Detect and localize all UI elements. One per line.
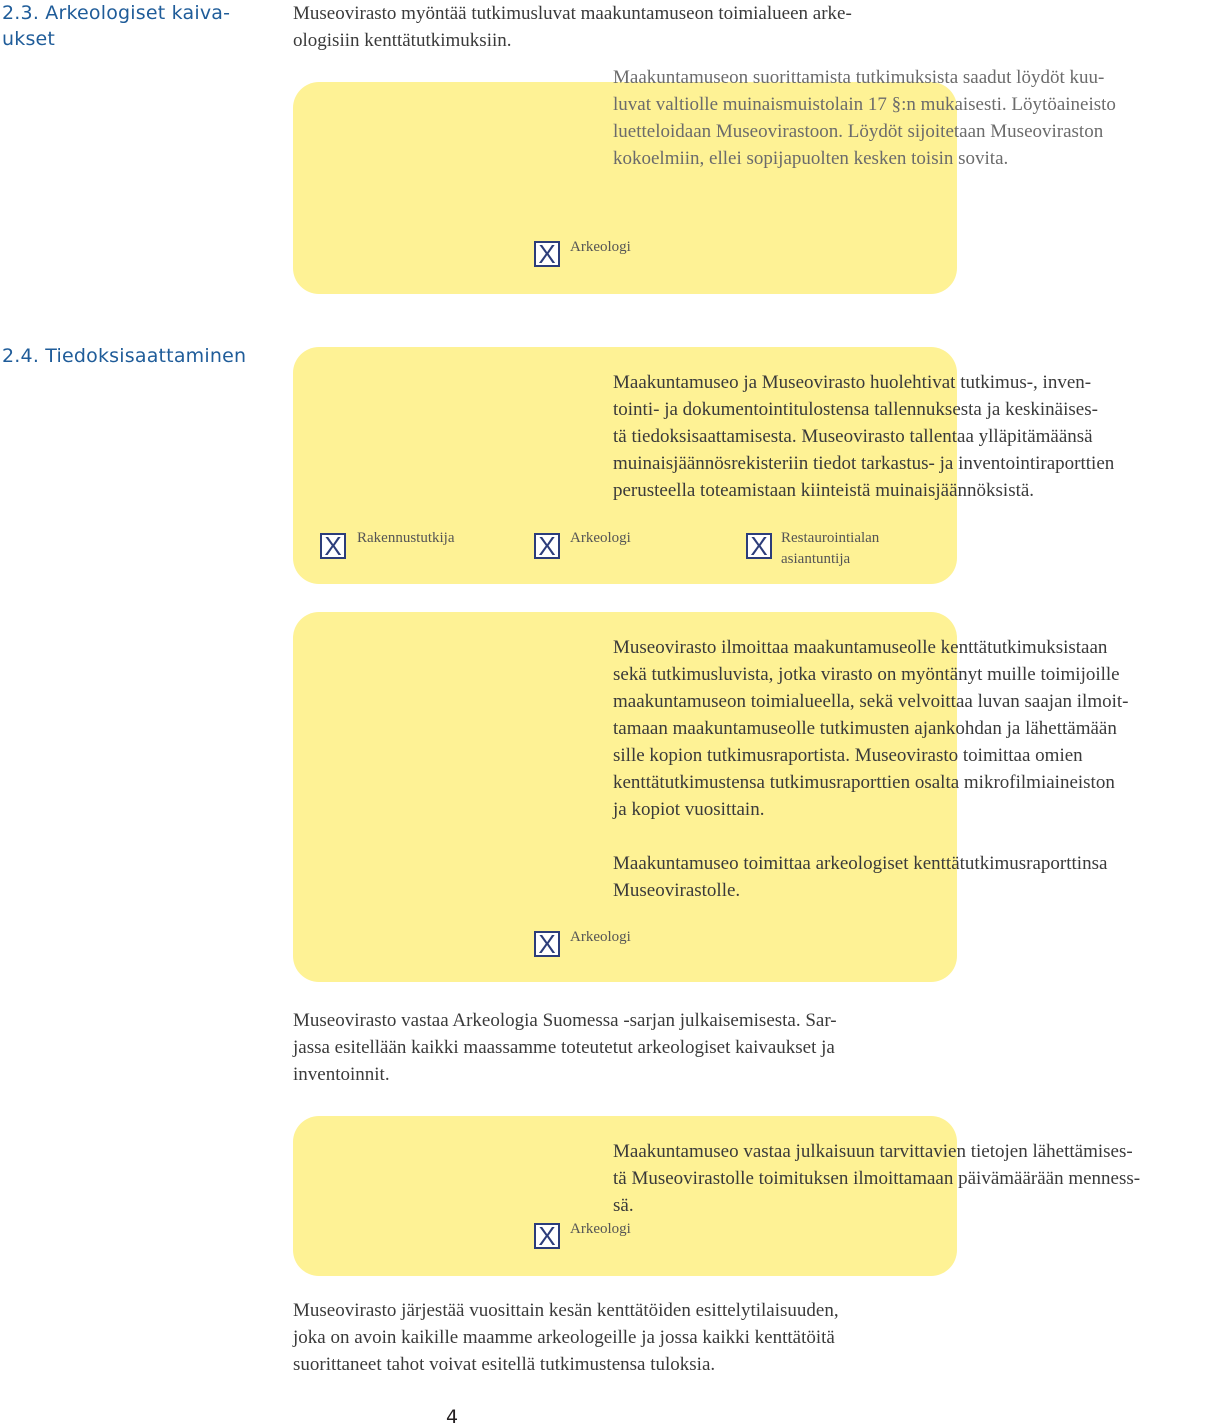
text-line: Maakuntamuseon suorittamista tutkimuksista saadut löydöt kuu- — [613, 67, 1105, 88]
presentation-event-paragraph — [293, 1297, 948, 1378]
text-line: inventoinnit. — [293, 1064, 390, 1085]
text-line: Museovirasto ilmoittaa maakuntamuseolle kenttätutkimuksistaan — [613, 637, 1108, 658]
text-line: sekä tutkimusluvista, jotka virasto on myöntänyt muille toimijoille — [613, 664, 1120, 685]
text-line: ologisiin kenttätutkimuksiin. — [293, 30, 512, 51]
checkbox-rakennustutkija[interactable]: X — [320, 533, 346, 559]
role-label-arkeologi: Arkeologi — [570, 530, 631, 546]
text-line: jassa esitellään kaikki maassamme toteutetut arkeologiset kaivaukset ja — [293, 1037, 835, 1058]
intro-paragraph — [293, 0, 948, 54]
text-line: maakuntamuseon toimialueella, sekä velvoittaa luvan saajan ilmoit- — [613, 691, 1129, 712]
checkbox-arkeologi[interactable]: X — [534, 533, 560, 559]
text-line: tä tiedoksisaattamisesta. Museovirasto tallentaa ylläpitämäänsä — [613, 426, 1093, 447]
publication-data-box — [293, 1116, 1141, 1276]
text-line: Museovirastolle. — [613, 880, 741, 901]
page-number: 4 — [446, 1406, 459, 1428]
role-label-restaurointialan-asiantuntija — [781, 528, 879, 570]
publication-data-paragraph — [613, 1138, 1223, 1219]
finds-info-box — [293, 67, 1116, 294]
text-line: perusteella toteamistaan kiinteistä muinaisjäännöksistä. — [613, 480, 1035, 501]
fieldwork-paragraph-1 — [613, 634, 1223, 823]
text-line: Maakuntamuseo toimittaa arkeologiset kenttätutkimusraporttinsa — [613, 853, 1108, 874]
finds-paragraph — [613, 64, 1223, 172]
text-line: muinaisjäännösrekisteriin tiedot tarkastus- ja inventointiraporttien — [613, 453, 1115, 474]
role-label-arkeologi: Arkeologi — [570, 1221, 631, 1237]
text-line: tointi- ja dokumentointitulostensa tallennuksesta ja keskinäises- — [613, 399, 1098, 420]
text-line: luvat valtiolle muinaismuistolain 17 §:n mukaisesti. Löytöaineisto — [613, 94, 1116, 115]
role-label-arkeologi: Arkeologi — [570, 239, 631, 255]
checkbox-arkeologi[interactable]: X — [534, 241, 560, 267]
text-line: joka on avoin kaikille maamme arkeologeille ja jossa kaikki kenttätöitä — [293, 1327, 835, 1348]
role-label-line: asiantuntija — [781, 551, 851, 567]
checkbox-restaurointialan-asiantuntija[interactable]: X — [746, 533, 772, 559]
text-line: sille kopion tutkimusraportista. Museovirasto toimittaa omien — [613, 745, 1083, 766]
text-line: Museovirasto järjestää vuosittain kesän kenttätöiden esittelytilaisuuden, — [293, 1300, 839, 1321]
text-line: suorittaneet tahot voivat esitellä tutkimustensa tuloksia. — [293, 1354, 716, 1375]
role-label-line: Restaurointialan — [781, 530, 880, 546]
role-label-arkeologi: Arkeologi — [570, 929, 631, 945]
text-line: Museovirasto myöntää tutkimusluvat maakuntamuseon toimialueen arke- — [293, 3, 852, 24]
publication-paragraph — [293, 1007, 948, 1088]
data-sharing-paragraph — [613, 369, 1223, 504]
section-2-3-heading — [2, 0, 230, 52]
text-line: Museovirasto vastaa Arkeologia Suomessa -sarjan julkaisemisesta. Sar- — [293, 1010, 837, 1031]
text-line: sä. — [613, 1195, 634, 1216]
text-line: Maakuntamuseo vastaa julkaisuun tarvittavien tietojen lähettämises- — [613, 1141, 1133, 1162]
text-line: tä Museovirastolle toimituksen ilmoittamaan päivämäärään menness- — [613, 1168, 1141, 1189]
text-line: kokoelmiin, ellei sopijapuolten kesken toisin sovita. — [613, 148, 1009, 169]
heading-line: ukset — [2, 28, 56, 50]
text-line: Maakuntamuseo ja Museovirasto huolehtivat tutkimus-, inven- — [613, 372, 1092, 393]
text-line: tamaan maakuntamuseolle tutkimusten ajankohdan ja lähettämään — [613, 718, 1117, 739]
fieldwork-paragraph-2 — [613, 850, 1223, 904]
text-line: ja kopiot vuosittain. — [613, 799, 765, 820]
section-2-4-heading: 2.4. Tiedoksisaattaminen — [2, 345, 247, 367]
checkbox-arkeologi[interactable]: X — [534, 1223, 560, 1249]
checkbox-arkeologi[interactable]: X — [534, 931, 560, 957]
heading-line: 2.3. Arkeologiset kaiva- — [2, 2, 231, 24]
role-label-rakennustutkija: Rakennustutkija — [357, 530, 455, 546]
text-line: luetteloidaan Museovirastoon. Löydöt sijoitetaan Museoviraston — [613, 121, 1104, 142]
text-line: kenttätutkimustensa tutkimusraporttien osalta mikrofilmiaineiston — [613, 772, 1115, 793]
